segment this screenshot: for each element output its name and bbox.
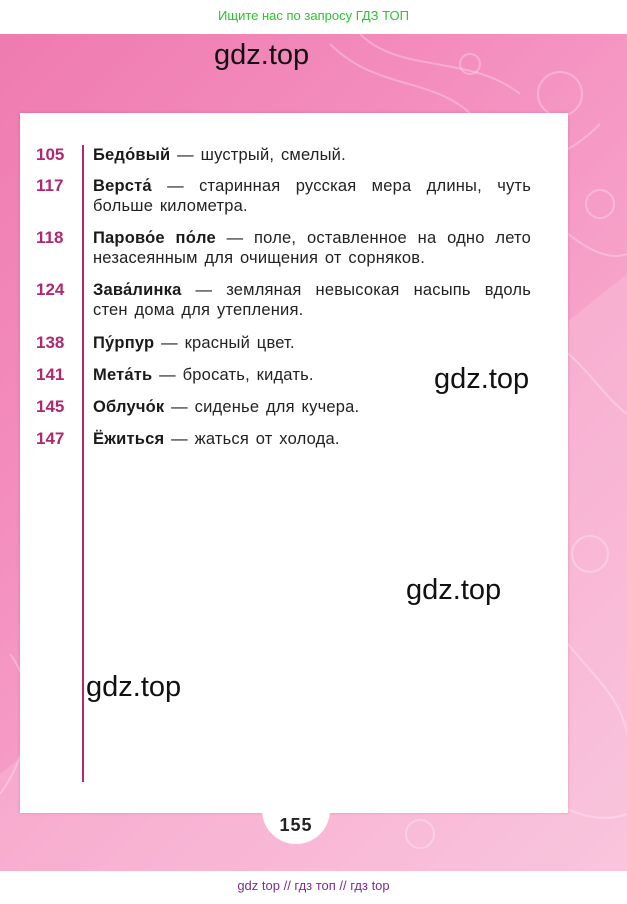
entry-text xyxy=(93,228,531,268)
definition: — шустрый, смелый. xyxy=(170,146,346,164)
term: Пу́рпур xyxy=(93,334,155,352)
term: Мета́ть xyxy=(93,366,153,384)
definition: — сиденье для кучера. xyxy=(164,398,360,416)
term: Парово́е по́ле xyxy=(93,229,216,247)
watermark: gdz.top xyxy=(86,671,182,703)
definition: — жаться от холода. xyxy=(164,430,340,448)
term: Верста́ xyxy=(93,177,152,195)
watermark: gdz.top xyxy=(434,363,530,395)
term: Бедо́вый xyxy=(93,146,171,164)
definition: — старинная русская мера длины, чуть больше километра. xyxy=(93,177,531,215)
term: Облучо́к xyxy=(93,398,165,416)
entry-text xyxy=(93,176,531,216)
definition: — бросать, кидать. xyxy=(152,366,314,384)
definition: — поле, оставленное на одно лето незасеянным для очищения от сорняков. xyxy=(93,229,531,267)
margin-rule xyxy=(82,145,84,782)
definition: — красный цвет. xyxy=(154,334,295,352)
footer-links[interactable]: gdz top // гдз топ // гдз top xyxy=(237,878,390,893)
page-ref: 118 xyxy=(36,228,64,247)
page-ref: 141 xyxy=(36,365,65,384)
term: Зава́линка xyxy=(93,281,182,299)
definition: — земляная невысокая насыпь вдоль стен дома для утепления. xyxy=(93,281,531,319)
term: Ёжиться xyxy=(93,430,165,448)
page-ref: 117 xyxy=(36,176,64,195)
entry-text xyxy=(93,429,531,449)
entry-text xyxy=(93,280,531,320)
page-ref: 105 xyxy=(36,145,65,164)
footer[interactable] xyxy=(0,871,627,904)
page-ref: 138 xyxy=(36,333,65,352)
page-ref: 147 xyxy=(36,429,65,448)
watermark: gdz.top xyxy=(406,574,502,606)
watermark: gdz.top xyxy=(214,39,310,71)
page-ref: 124 xyxy=(36,280,65,299)
page-number: 155 xyxy=(279,815,313,835)
top-banner-text[interactable]: Ищите нас по запросу ГДЗ ТОП xyxy=(218,8,409,23)
page-ref: 145 xyxy=(36,397,65,416)
glossary-card xyxy=(20,113,568,813)
entry-text xyxy=(93,333,531,353)
top-banner[interactable] xyxy=(0,0,627,34)
entry-text xyxy=(93,145,531,165)
entry-text xyxy=(93,397,531,417)
